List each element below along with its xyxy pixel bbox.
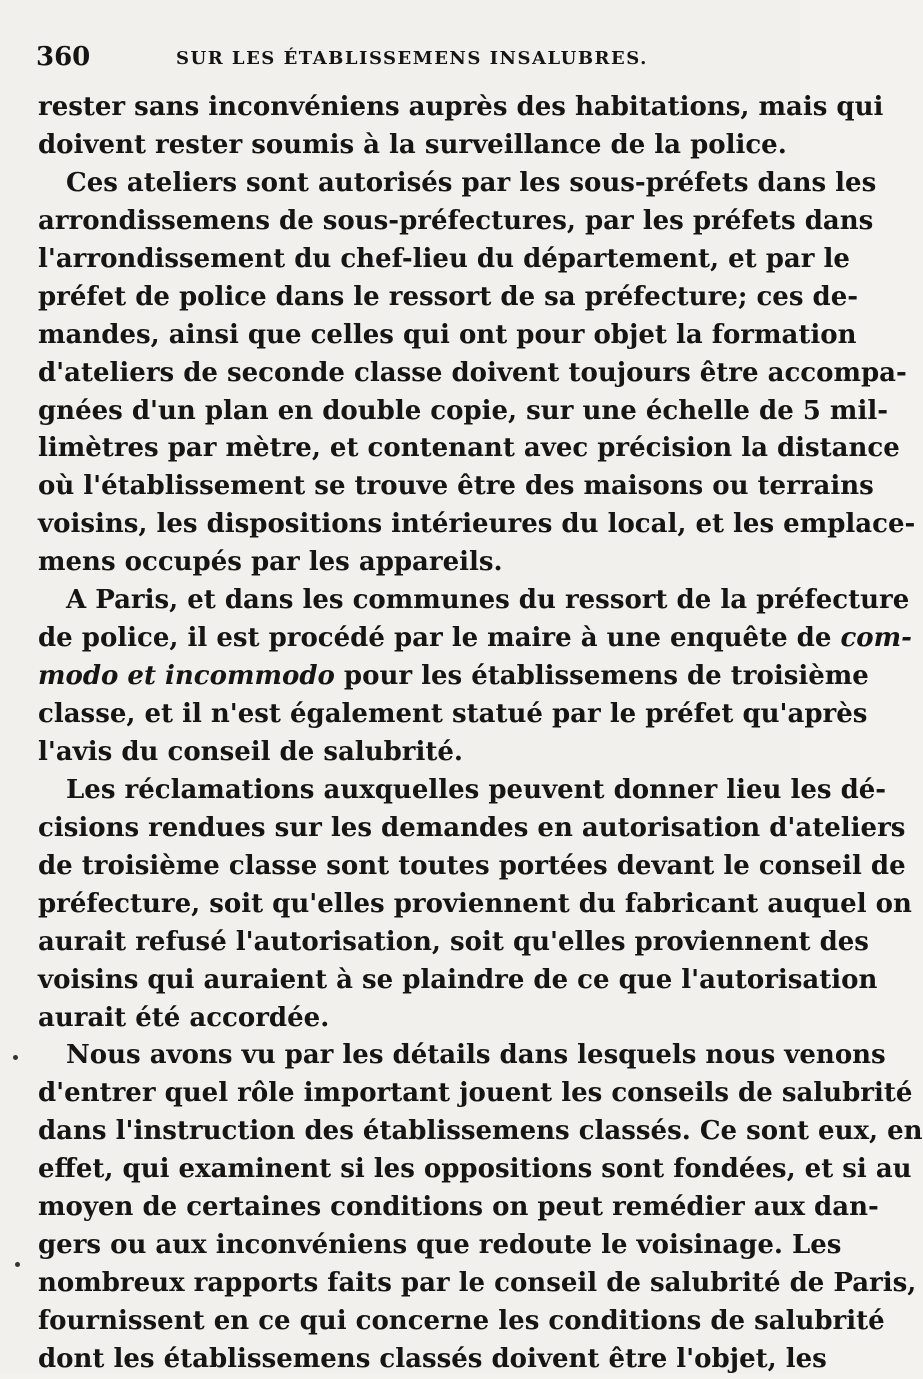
text-line: dont les établissemens classés doivent être l'objet, les — [38, 1343, 827, 1374]
page-header — [36, 42, 776, 82]
text-line: Les réclamations auxquelles peuvent donner lieu les dé- — [66, 774, 887, 805]
text-segment: de police, il est procédé par le maire à une enquête de — [38, 623, 841, 654]
text-line: rester sans inconvéniens auprès des habitations, mais qui — [38, 92, 884, 122]
text-line: voisins qui auraient à se plaindre de ce que l'autorisation — [38, 964, 878, 995]
text-segment: pour les établissemens de troisième — [334, 661, 869, 692]
text-line: cisions rendues sur les demandes en autorisation d'ateliers — [38, 812, 906, 843]
running-title: SUR LES ÉTABLISSEMENS INSALUBRES. — [176, 48, 648, 69]
italic-phrase: com- — [840, 623, 912, 654]
text-line: doivent rester soumis à la surveillance de la police. — [38, 129, 787, 160]
text-line: préfet de police dans le ressort de sa préfecture; ces de- — [38, 281, 859, 312]
text-line: Ces ateliers sont autorisés par les sous-préfets dans les — [66, 167, 877, 198]
text-line: classe, et il n'est également statué par le préfet qu'après — [38, 699, 868, 729]
text-line: moyen de certaines conditions on peut remédier aux dan- — [38, 1192, 879, 1223]
text-line: dans l'instruction des établissemens classés. Ce sont eux, en — [38, 1116, 923, 1147]
margin-speck — [15, 1262, 20, 1267]
text-line — [38, 658, 869, 696]
text-line: l'arrondissement du chef-lieu du département, et par le — [38, 243, 850, 274]
text-line: effet, qui examinent si les oppositions sont fondées, et si au — [38, 1154, 912, 1185]
page-number: 360 — [36, 42, 91, 72]
text-line: aurait été accordée. — [38, 1002, 330, 1033]
text-line: mens occupés par les appareils. — [38, 547, 503, 578]
text-line — [38, 620, 912, 658]
italic-phrase: modo et incommodo — [38, 661, 335, 692]
text-line: l'avis du conseil de salubrité. — [38, 736, 463, 767]
text-line: arrondissemens de sous-préfectures, par les préfets dans — [38, 205, 874, 236]
text-line: nombreux rapports faits par le conseil de salubrité de Paris, — [38, 1268, 917, 1299]
text-line: mandes, ainsi que celles qui ont pour objet la formation — [38, 319, 857, 350]
text-line: fournissent en ce qui concerne les conditions de salubrité — [38, 1306, 885, 1336]
text-line: Nous avons vu par les détails dans lesquels nous venons — [66, 1040, 886, 1071]
text-line: préfecture, soit qu'elles proviennent du fabricant auquel on — [38, 888, 912, 919]
text-line: A Paris, et dans les communes du ressort de la préfecture — [66, 585, 910, 616]
text-line: gers ou aux inconvéniens que redoute le voisinage. Les — [38, 1230, 842, 1261]
text-line: voisins, les dispositions intérieures du local, et les emplace- — [38, 509, 916, 540]
text-line: d'ateliers de seconde classe doivent toujours être accompa- — [38, 357, 907, 388]
text-line: gnées d'un plan en double copie, sur une échelle de 5 mil- — [38, 395, 888, 426]
text-line: limètres par mètre, et contenant avec précision la distance — [38, 433, 900, 464]
margin-speck — [13, 1055, 18, 1060]
body-text — [38, 89, 923, 1379]
text-line: où l'établissement se trouve être des maisons ou terrains — [38, 471, 874, 502]
text-line: d'entrer quel rôle important jouent les conseils de salubrité — [38, 1078, 913, 1109]
text-line: de troisième classe sont toutes portées devant le conseil de — [38, 850, 906, 881]
text-line: aurait refusé l'autorisation, soit qu'elles proviennent des — [38, 926, 869, 957]
